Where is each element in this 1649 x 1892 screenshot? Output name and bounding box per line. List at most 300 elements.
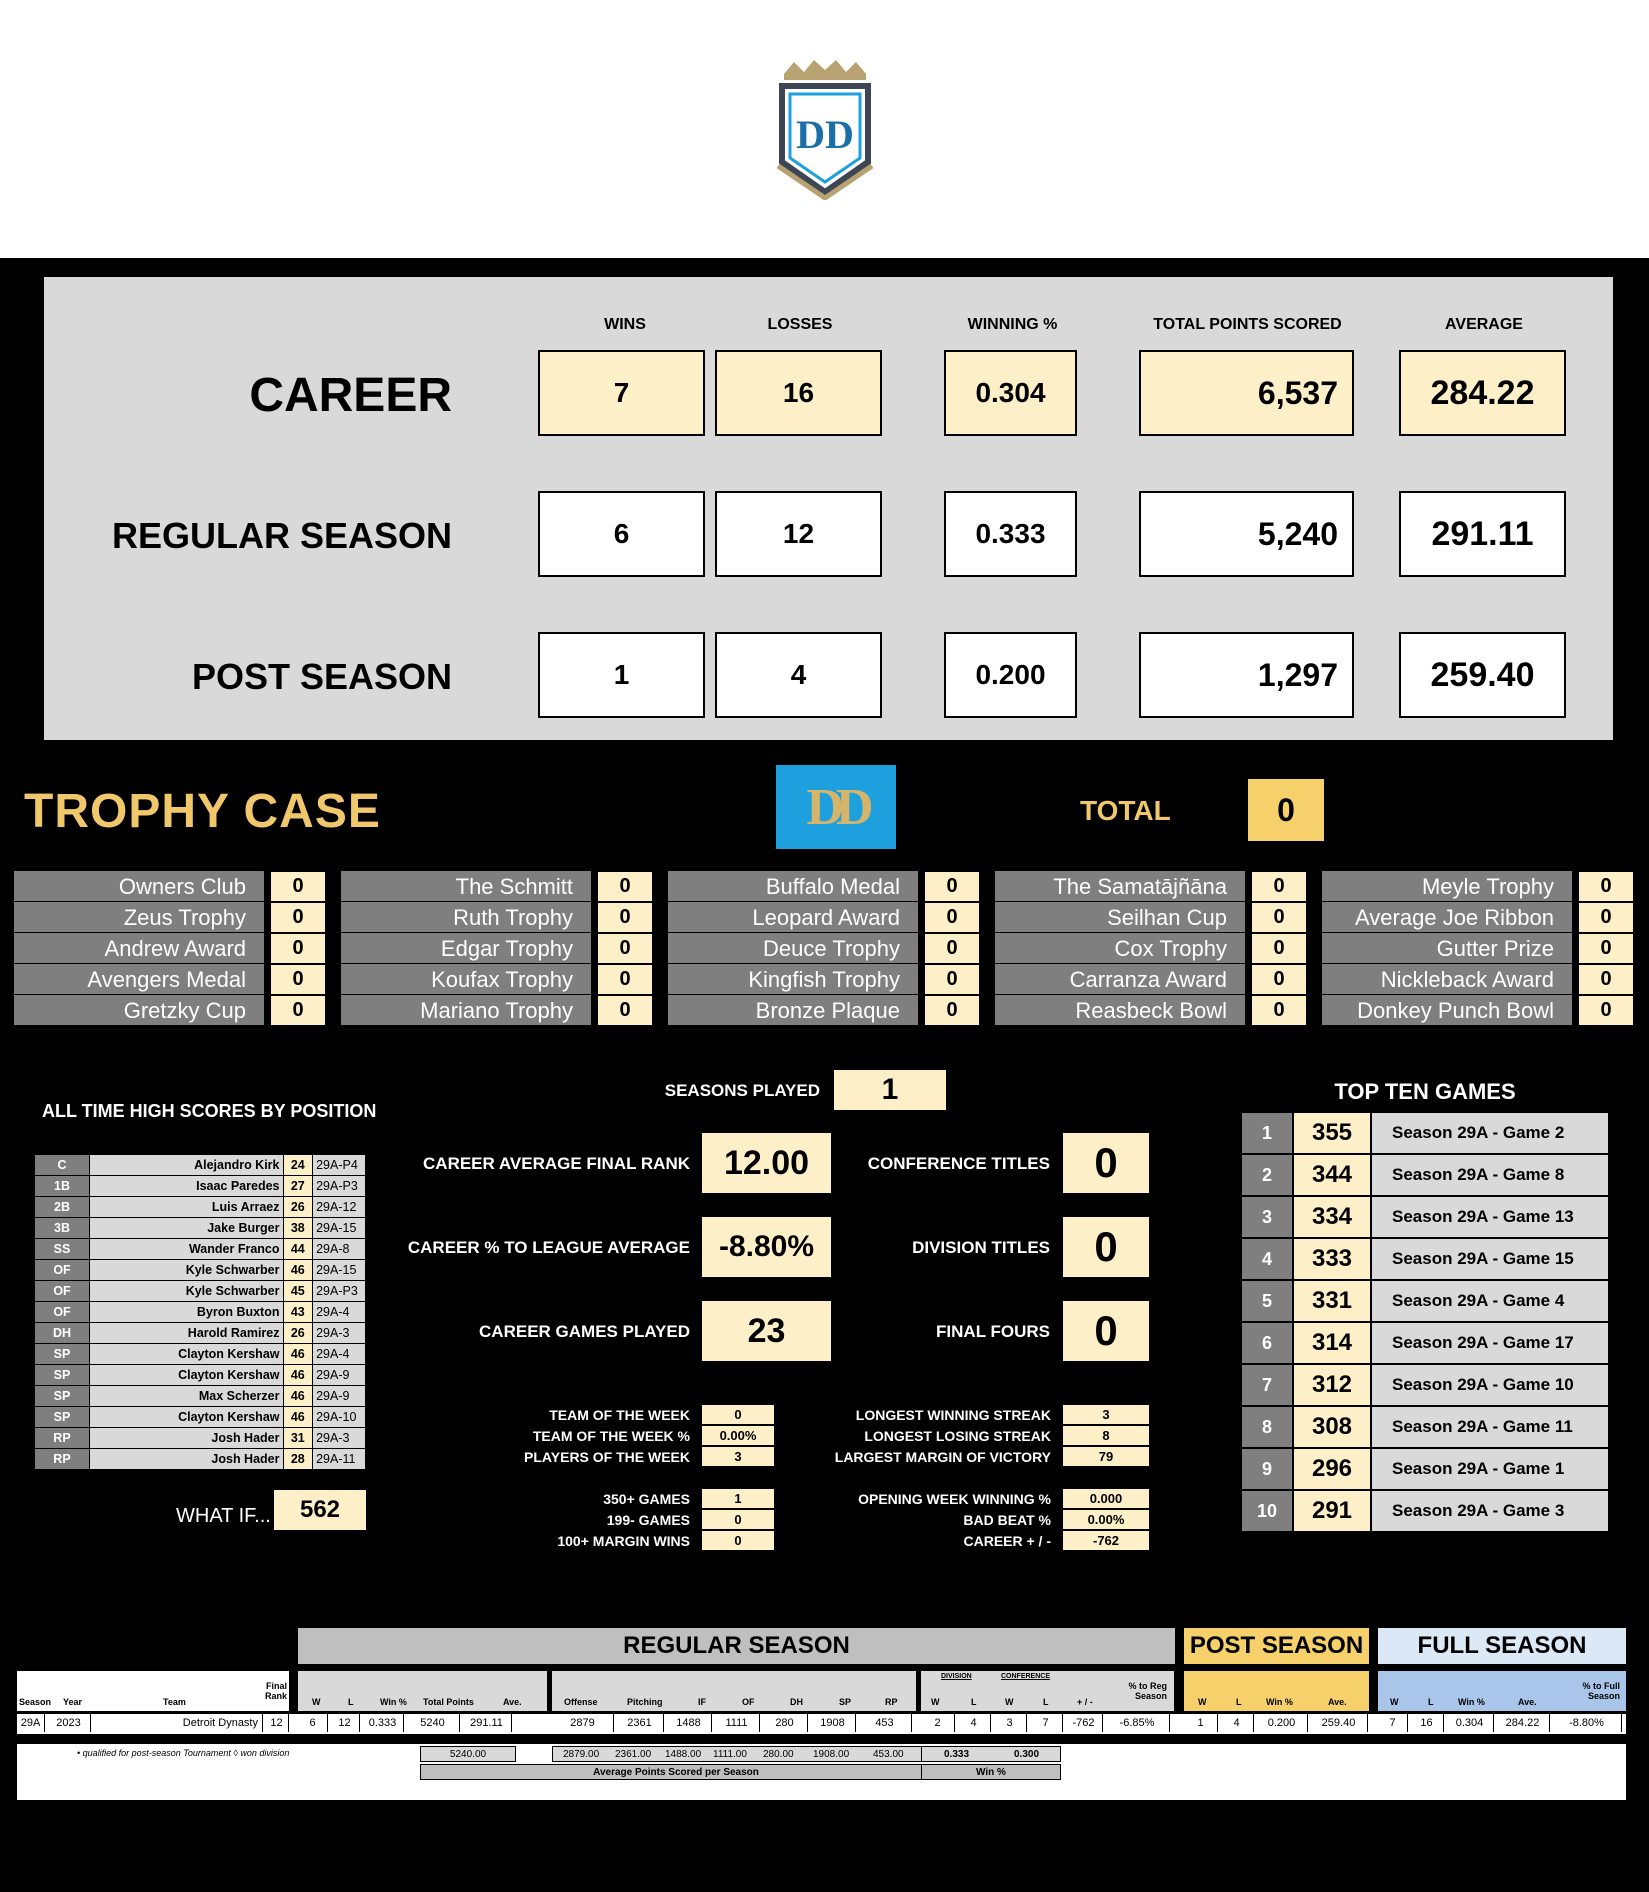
game-id: 29A-3 (313, 1323, 366, 1344)
season-info-header: Season Year Team Final Rank (17, 1671, 289, 1711)
trophy-name: Reasbeck Bowl (995, 995, 1245, 1026)
game-rank: 4 (1241, 1238, 1293, 1280)
trophy-total-label: TOTAL (1080, 795, 1171, 826)
game-rank: 6 (1241, 1322, 1293, 1364)
final-fours-value: 0 (1063, 1301, 1149, 1361)
top-game-row (1241, 1406, 1609, 1448)
footnote: • qualified for post-season Tournament ◊ won division (77, 1748, 290, 1758)
game-score: 296 (1293, 1448, 1371, 1490)
trophy-row (14, 933, 326, 964)
player-score: 24 (283, 1155, 313, 1176)
avg-final-rank-value: 12.00 (702, 1133, 831, 1193)
regular-record-header: W L Win % Total Points Ave. (298, 1671, 547, 1711)
trophy-row (341, 902, 653, 933)
trophy-row (995, 995, 1307, 1026)
trophy-name: Cox Trophy (995, 933, 1245, 964)
trophy-count: 0 (1251, 964, 1307, 995)
game-id: 29A-10 (313, 1407, 366, 1428)
top-ten-table (1240, 1111, 1610, 1533)
trophy-count: 0 (924, 995, 980, 1026)
player-score: 46 (283, 1386, 313, 1407)
trophy-name: Carranza Award (995, 964, 1245, 995)
position: SS (35, 1239, 90, 1260)
trophy-count: 0 (1251, 933, 1307, 964)
stat-value: 0.000 (1063, 1489, 1149, 1509)
mini-logo: DD (776, 765, 896, 849)
header-total-points: TOTAL POINTS SCORED (1153, 316, 1342, 333)
small-stats-left (480, 1405, 690, 1468)
trophy-count: 0 (270, 995, 326, 1026)
trophy-name: Edgar Trophy (341, 933, 591, 964)
top-game-row (1241, 1238, 1609, 1280)
stat-label: TEAM OF THE WEEK % (532, 1428, 690, 1444)
stat-value: 3 (702, 1447, 774, 1467)
stat-value: -762 (1063, 1531, 1149, 1551)
game-rank: 3 (1241, 1196, 1293, 1238)
game-id: 29A-P4 (313, 1155, 366, 1176)
avg-final-rank-label: CAREER AVERAGE FINAL RANK (423, 1154, 690, 1173)
high-score-row (35, 1197, 366, 1218)
position: RP (35, 1428, 90, 1449)
season-cell-total: 5240 (406, 1714, 460, 1732)
season-cell-fpct: 0.304 (1446, 1714, 1494, 1732)
position: SP (35, 1386, 90, 1407)
trophy-name: The Samatājñāna (995, 871, 1245, 902)
game-rank: 10 (1241, 1490, 1293, 1532)
regular-win-pct: 0.333 (944, 491, 1077, 577)
season-cell-if: 1488 (666, 1714, 712, 1732)
position: SP (35, 1407, 90, 1428)
league-logo (776, 58, 874, 200)
player-score: 28 (283, 1449, 313, 1470)
trophy-name: Nickleback Award (1322, 964, 1572, 995)
header-wins: WINS (604, 316, 646, 333)
trophy-name: Donkey Punch Bowl (1322, 995, 1572, 1026)
small-stats-right-2 (790, 1489, 1051, 1552)
player-name: Isaac Paredes (89, 1176, 283, 1197)
pct-league-value: -8.80% (702, 1217, 831, 1277)
top-game-row (1241, 1448, 1609, 1490)
career-wins: 7 (538, 350, 705, 436)
game-label: Season 29A - Game 3 (1371, 1490, 1609, 1532)
avg-label: Average Points Scored per Season (420, 1764, 932, 1780)
game-label: Season 29A - Game 2 (1371, 1112, 1609, 1154)
stat-label: BAD BEAT % (963, 1512, 1051, 1528)
player-name: Max Scherzer (89, 1386, 283, 1407)
trophy-row (1322, 871, 1634, 902)
game-score: 344 (1293, 1154, 1371, 1196)
trophy-row (341, 871, 653, 902)
trophy-row (1322, 933, 1634, 964)
season-cell-rp: 453 (858, 1714, 912, 1732)
trophy-count: 0 (1251, 871, 1307, 902)
small-values-right (1063, 1405, 1149, 1468)
player-name: Clayton Kershaw (89, 1365, 283, 1386)
trophy-row (1322, 902, 1634, 933)
career-average: 284.22 (1399, 350, 1566, 436)
small-stats-left-2 (480, 1489, 690, 1552)
trophy-total-value: 0 (1248, 779, 1324, 841)
trophy-count: 0 (1578, 964, 1634, 995)
season-cell-fave: 284.22 (1496, 1714, 1550, 1732)
stat-value: 0 (702, 1405, 774, 1425)
stat-label: PLAYERS OF THE WEEK (524, 1449, 690, 1465)
regular-season-label: REGULAR SEASON (111, 515, 452, 556)
trophy-name: Mariano Trophy (341, 995, 591, 1026)
trophy-row (14, 871, 326, 902)
player-name: Clayton Kershaw (89, 1407, 283, 1428)
season-cell-pctreg: -6.85% (1105, 1714, 1170, 1732)
game-id: 29A-15 (313, 1218, 366, 1239)
game-rank: 7 (1241, 1364, 1293, 1406)
trophy-name: Gretzky Cup (14, 995, 264, 1026)
player-score: 27 (283, 1176, 313, 1197)
game-label: Season 29A - Game 15 (1371, 1238, 1609, 1280)
trophy-count: 0 (924, 964, 980, 995)
game-label: Season 29A - Game 1 (1371, 1448, 1609, 1490)
trophy-name: Meyle Trophy (1322, 871, 1572, 902)
regular-points: 5,240 (1139, 491, 1354, 577)
trophy-name: Zeus Trophy (14, 902, 264, 933)
season-cell-offense: 2879 (552, 1714, 614, 1732)
game-id: 29A-P3 (313, 1281, 366, 1302)
stat-value: 79 (1063, 1447, 1149, 1467)
trophy-name: Gutter Prize (1322, 933, 1572, 964)
header-losses: LOSSES (767, 316, 833, 333)
player-name: Alejandro Kirk (89, 1155, 283, 1176)
trophy-row (1322, 995, 1634, 1026)
season-row (17, 1714, 1626, 1734)
small-stats-right (790, 1405, 1051, 1468)
trophy-group-1 (14, 871, 326, 1026)
trophy-row (995, 871, 1307, 902)
high-score-row (35, 1365, 366, 1386)
header-average: AVERAGE (1445, 316, 1523, 333)
game-label: Season 29A - Game 11 (1371, 1406, 1609, 1448)
trophy-group-5 (1322, 871, 1634, 1026)
game-id: 29A-9 (313, 1365, 366, 1386)
season-cell-pave: 259.40 (1310, 1714, 1368, 1732)
player-name: Josh Hader (89, 1449, 283, 1470)
stat-label: LONGEST WINNING STREAK (855, 1407, 1051, 1423)
career-win-pct: 0.304 (944, 350, 1077, 436)
stat-label: CAREER + / - (963, 1533, 1051, 1549)
position: 1B (35, 1176, 90, 1197)
top-game-row (1241, 1364, 1609, 1406)
top-ten-title: TOP TEN GAMES (1334, 1079, 1516, 1104)
post-average: 259.40 (1399, 632, 1566, 718)
top-game-row (1241, 1112, 1609, 1154)
player-name: Luis Arraez (89, 1197, 283, 1218)
trophy-count: 0 (1578, 902, 1634, 933)
trophy-row (668, 995, 980, 1026)
trophy-row (14, 902, 326, 933)
trophy-count: 0 (270, 871, 326, 902)
full-season-band: FULL SEASON (1378, 1628, 1626, 1664)
game-label: Season 29A - Game 17 (1371, 1322, 1609, 1364)
trophy-group-2 (341, 871, 653, 1026)
stat-value: 0 (702, 1531, 774, 1551)
final-fours-label: FINAL FOURS (936, 1322, 1050, 1341)
division-titles-label: DIVISION TITLES (912, 1238, 1050, 1257)
trophy-row (341, 964, 653, 995)
trophy-group-4 (995, 871, 1307, 1026)
high-score-row (35, 1407, 366, 1428)
season-cell-team: Detroit Dynasty (93, 1714, 263, 1732)
high-scores-title: ALL TIME HIGH SCORES BY POSITION (42, 1101, 377, 1121)
high-scores-table (34, 1154, 366, 1470)
stat-label: 350+ GAMES (603, 1491, 690, 1507)
game-label: Season 29A - Game 8 (1371, 1154, 1609, 1196)
season-cell-cl: 7 (1029, 1714, 1063, 1732)
trophy-count: 0 (270, 902, 326, 933)
trophy-name: Deuce Trophy (668, 933, 918, 964)
small-values-right-2 (1063, 1489, 1149, 1552)
post-losses: 4 (715, 632, 882, 718)
trophy-count: 0 (597, 933, 653, 964)
high-score-row (35, 1155, 366, 1176)
stat-value: 8 (1063, 1426, 1149, 1446)
trophy-count: 0 (1578, 933, 1634, 964)
high-score-row (35, 1344, 366, 1365)
season-cell-pw: 1 (1184, 1714, 1218, 1732)
player-score: 26 (283, 1197, 313, 1218)
season-cell-fpct_full: -8.80% (1552, 1714, 1622, 1732)
high-score-row (35, 1218, 366, 1239)
season-cell-dh: 280 (762, 1714, 808, 1732)
trophy-count: 0 (597, 871, 653, 902)
header-winning-pct: WINNING % (967, 316, 1058, 333)
stat-label: LARGEST MARGIN OF VICTORY (834, 1449, 1051, 1465)
trophy-name: Bronze Plaque (668, 995, 918, 1026)
top-game-row (1241, 1196, 1609, 1238)
player-name: Jake Burger (89, 1218, 283, 1239)
player-name: Harold Ramirez (89, 1323, 283, 1344)
div-conf-header: DIVISION CONFERENCE W L W L + / - % to Reg Season (921, 1671, 1174, 1711)
position: OF (35, 1281, 90, 1302)
high-score-row (35, 1323, 366, 1344)
seasons-played-label: SEASONS PLAYED (664, 1081, 820, 1100)
trophy-case-title: TROPHY CASE (24, 785, 381, 838)
season-footer (17, 1744, 1626, 1800)
season-cell-cw: 3 (993, 1714, 1027, 1732)
trophy-name: Andrew Award (14, 933, 264, 964)
trophy-count: 0 (924, 902, 980, 933)
season-cell-of: 1111 (714, 1714, 760, 1732)
division-titles-value: 0 (1063, 1217, 1149, 1277)
stat-label: TEAM OF THE WEEK (549, 1407, 690, 1423)
stat-label: 100+ MARGIN WINS (557, 1533, 690, 1549)
small-values-left-2 (702, 1489, 774, 1552)
top-game-row (1241, 1154, 1609, 1196)
season-cell-fw: 7 (1378, 1714, 1408, 1732)
trophy-count: 0 (597, 995, 653, 1026)
what-if-label: WHAT IF... (176, 1505, 271, 1527)
trophy-name: Leopard Award (668, 902, 918, 933)
position: SP (35, 1344, 90, 1365)
high-score-row (35, 1386, 366, 1407)
post-points: 1,297 (1139, 632, 1354, 718)
stat-value: 3 (1063, 1405, 1149, 1425)
trophy-row (668, 933, 980, 964)
game-rank: 9 (1241, 1448, 1293, 1490)
trophy-row (14, 964, 326, 995)
trophy-row (668, 964, 980, 995)
post-season-label: POST SEASON (191, 656, 452, 697)
game-score: 291 (1293, 1490, 1371, 1532)
season-cell-dw: 2 (921, 1714, 955, 1732)
trophy-count: 0 (270, 933, 326, 964)
season-cell-season: 29A (17, 1714, 45, 1732)
game-rank: 5 (1241, 1280, 1293, 1322)
player-name: Wander Franco (89, 1239, 283, 1260)
position: DH (35, 1323, 90, 1344)
trophy-count: 0 (924, 933, 980, 964)
game-id: 29A-9 (313, 1386, 366, 1407)
career-label: CAREER (249, 369, 452, 422)
game-score: 308 (1293, 1406, 1371, 1448)
regular-wins: 6 (538, 491, 705, 577)
season-cell-fl: 16 (1410, 1714, 1444, 1732)
season-cell-pm: -762 (1065, 1714, 1103, 1732)
game-score: 331 (1293, 1280, 1371, 1322)
player-name: Josh Hader (89, 1428, 283, 1449)
season-cell-ppct: 0.200 (1256, 1714, 1308, 1732)
trophy-name: Average Joe Ribbon (1322, 902, 1572, 933)
game-score: 312 (1293, 1364, 1371, 1406)
player-name: Kyle Schwarber (89, 1281, 283, 1302)
game-rank: 8 (1241, 1406, 1293, 1448)
high-score-row (35, 1281, 366, 1302)
game-id: 29A-11 (313, 1449, 366, 1470)
trophy-name: Kingfish Trophy (668, 964, 918, 995)
game-id: 29A-3 (313, 1428, 366, 1449)
stat-label: OPENING WEEK WINNING % (858, 1491, 1051, 1507)
season-cell-ave: 291.11 (462, 1714, 512, 1732)
high-score-row (35, 1449, 366, 1470)
player-score: 26 (283, 1323, 313, 1344)
career-points: 6,537 (1139, 350, 1354, 436)
game-score: 355 (1293, 1112, 1371, 1154)
game-score: 333 (1293, 1238, 1371, 1280)
player-score: 31 (283, 1428, 313, 1449)
trophy-count: 0 (924, 871, 980, 902)
top-game-row (1241, 1490, 1609, 1532)
trophy-count: 0 (597, 902, 653, 933)
trophy-row (995, 933, 1307, 964)
player-score: 38 (283, 1218, 313, 1239)
trophy-name: Ruth Trophy (341, 902, 591, 933)
seasons-played-value: 1 (834, 1070, 946, 1110)
trophy-name: Avengers Medal (14, 964, 264, 995)
position: RP (35, 1449, 90, 1470)
player-score: 45 (283, 1281, 313, 1302)
player-name: Byron Buxton (89, 1302, 283, 1323)
player-score: 46 (283, 1407, 313, 1428)
position: OF (35, 1302, 90, 1323)
high-score-row (35, 1428, 366, 1449)
svg-text:DD: DD (796, 112, 854, 157)
game-id: 29A-4 (313, 1302, 366, 1323)
trophy-count: 0 (1251, 995, 1307, 1026)
regular-average: 291.11 (1399, 491, 1566, 577)
pct-league-label: CAREER % TO LEAGUE AVERAGE (407, 1238, 690, 1257)
stat-label: 199- GAMES (606, 1512, 690, 1528)
player-score: 44 (283, 1239, 313, 1260)
trophy-name: Koufax Trophy (341, 964, 591, 995)
game-score: 334 (1293, 1196, 1371, 1238)
trophy-row (341, 933, 653, 964)
trophy-group-3 (668, 871, 980, 1026)
post-season-band: POST SEASON (1184, 1628, 1369, 1664)
career-losses: 16 (715, 350, 882, 436)
trophy-row (341, 995, 653, 1026)
season-cell-pl: 4 (1220, 1714, 1254, 1732)
high-score-row (35, 1239, 366, 1260)
game-rank: 1 (1241, 1112, 1293, 1154)
trophy-name: Owners Club (14, 871, 264, 902)
trophy-row (668, 902, 980, 933)
trophy-name: Buffalo Medal (668, 871, 918, 902)
avg-positions: 2879.00 2361.00 1488.00 1111.00 280.00 1908.00 453.00 (552, 1746, 932, 1762)
season-cell-l: 12 (330, 1714, 360, 1732)
season-cell-w: 6 (298, 1714, 328, 1732)
position: 3B (35, 1218, 90, 1239)
stat-value: 0.00% (702, 1426, 774, 1446)
trophy-name: Seilhan Cup (995, 902, 1245, 933)
full-header: W L Win % Ave. % to Full Season (1378, 1671, 1626, 1711)
post-win-pct: 0.200 (944, 632, 1077, 718)
game-id: 29A-4 (313, 1344, 366, 1365)
win-pct-label: Win % (921, 1764, 1061, 1780)
trophy-row (668, 871, 980, 902)
high-score-row (35, 1302, 366, 1323)
post-header: W L Win % Ave. (1184, 1671, 1369, 1711)
career-games-label: CAREER GAMES PLAYED (479, 1322, 690, 1341)
high-score-row (35, 1176, 366, 1197)
stat-value: 0 (702, 1510, 774, 1530)
stat-value: 0.00% (1063, 1510, 1149, 1530)
game-id: 29A-12 (313, 1197, 366, 1218)
regular-losses: 12 (715, 491, 882, 577)
stat-label: LONGEST LOSING STREAK (864, 1428, 1051, 1444)
season-cell-sp: 1908 (810, 1714, 856, 1732)
trophy-count: 0 (1578, 995, 1634, 1026)
trophy-row (995, 964, 1307, 995)
game-label: Season 29A - Game 13 (1371, 1196, 1609, 1238)
position: 2B (35, 1197, 90, 1218)
conference-titles-value: 0 (1063, 1133, 1149, 1193)
trophy-count: 0 (597, 964, 653, 995)
trophy-count: 0 (1251, 902, 1307, 933)
season-cell-rank: 12 (265, 1714, 289, 1732)
season-cell-year: 2023 (47, 1714, 91, 1732)
career-games-value: 23 (702, 1301, 831, 1361)
game-label: Season 29A - Game 4 (1371, 1280, 1609, 1322)
trophy-name: The Schmitt (341, 871, 591, 902)
season-cell-pitching: 2361 (616, 1714, 664, 1732)
player-name: Clayton Kershaw (89, 1344, 283, 1365)
player-score: 46 (283, 1344, 313, 1365)
player-score: 46 (283, 1260, 313, 1281)
small-values-left (702, 1405, 774, 1468)
season-cell-pct: 0.333 (362, 1714, 404, 1732)
position: C (35, 1155, 90, 1176)
conference-titles-label: CONFERENCE TITLES (867, 1154, 1050, 1173)
trophy-count: 0 (270, 964, 326, 995)
positions-header: Offense Pitching IF OF DH SP RP (552, 1671, 916, 1711)
player-name: Kyle Schwarber (89, 1260, 283, 1281)
